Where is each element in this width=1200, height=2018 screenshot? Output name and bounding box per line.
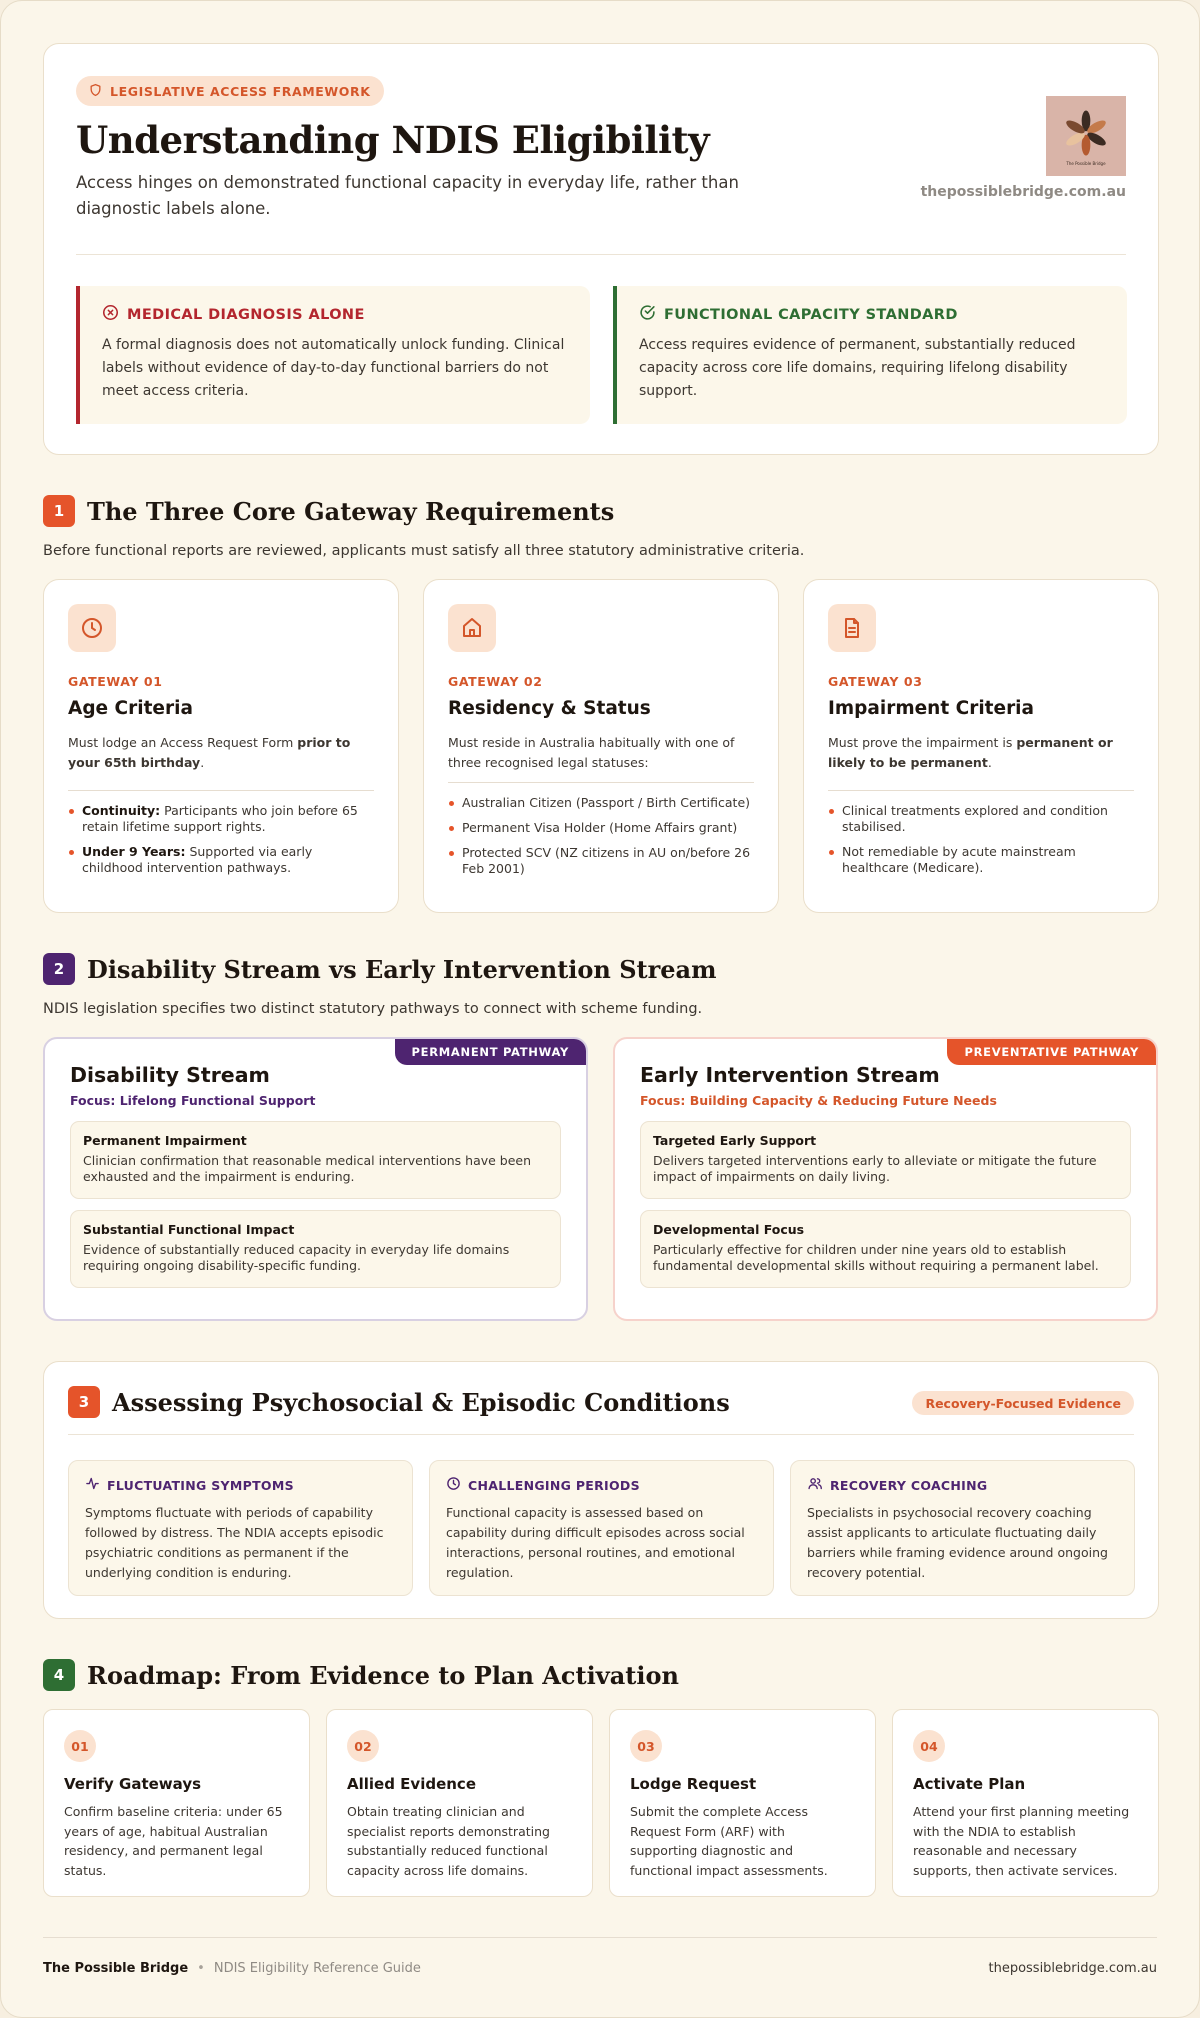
subcard-body: Clinician confirmation that reasonable medical interventions have been exhausted and the impairment is enduring. <box>83 1153 532 1184</box>
psy-card-body: Symptoms fluctuate with periods of capability followed by distress. The NDIA accepts episodic psychiatric conditions as permanent if the underlying condition is enduring. <box>85 1505 384 1580</box>
list-item: Australian Citizen (Passport / Birth Certificate) <box>448 795 754 811</box>
gateway-description: Must prove the impairment is permanent or likely to be permanent. <box>828 735 1113 770</box>
psy-card-body: Functional capacity is assessed based on capability during difficult episodes across social interactions, personal routines, and emotional regulation. <box>446 1505 745 1580</box>
list-item: Continuity: Participants who join before 65 retain lifetime support rights. <box>68 803 374 835</box>
section-divider <box>68 1434 1134 1435</box>
step-title: Lodge Request <box>630 1775 757 1793</box>
footer-site-link[interactable]: thepossiblebridge.com.au <box>988 1961 1157 1976</box>
stream-subcard <box>70 1210 561 1288</box>
subcard-title: Permanent Impairment <box>83 1133 247 1148</box>
gateway-title: Impairment Criteria <box>828 698 1035 719</box>
gateway-label: GATEWAY 02 <box>448 674 543 689</box>
list-item: Clinical treatments explored and condition stabilised. <box>828 803 1134 835</box>
step-number: 01 <box>64 1730 96 1762</box>
check-circle-icon <box>639 304 656 325</box>
gateway-label: GATEWAY 01 <box>68 674 163 689</box>
section-number: 2 <box>43 953 75 985</box>
section-4-heading <box>43 1659 679 1691</box>
footer-guide: NDIS Eligibility Reference Guide <box>213 1961 421 1976</box>
section-number: 1 <box>43 495 75 527</box>
step-title: Activate Plan <box>913 1775 1026 1793</box>
users-icon <box>807 1476 823 1494</box>
flower-logo-icon <box>1060 107 1112 159</box>
section-title: Disability Stream vs Early Intervention Stream <box>87 954 717 984</box>
section-number: 4 <box>43 1659 75 1691</box>
roadmap-step-3 <box>609 1709 876 1897</box>
psy-card-challenging <box>429 1460 774 1596</box>
site-url[interactable]: thepossiblebridge.com.au <box>920 184 1126 200</box>
stream-subcard <box>70 1121 561 1199</box>
clock-icon <box>446 1476 461 1494</box>
gateway-card-impairment <box>803 579 1159 913</box>
section-title: Roadmap: From Evidence to Plan Activation <box>87 1660 679 1690</box>
gateway-label: GATEWAY 03 <box>828 674 923 689</box>
section-2-heading <box>43 953 717 985</box>
step-title: Allied Evidence <box>347 1775 476 1793</box>
section-3-heading <box>68 1386 730 1418</box>
psy-card-recovery <box>790 1460 1135 1596</box>
logo-caption: The Possible Bridge <box>1066 160 1106 166</box>
step-number: 04 <box>913 1730 945 1762</box>
gateway-description: Must reside in Australia habitually with one of three recognised legal statuses: <box>448 735 735 770</box>
badge-label: LEGISLATIVE ACCESS FRAMEWORK <box>110 83 371 99</box>
page-title: Understanding NDIS Eligibility <box>76 118 710 162</box>
section-2-description: NDIS legislation specifies two distinct statutory pathways to connect with scheme funding. <box>43 1001 703 1017</box>
hero-divider <box>76 254 1126 255</box>
step-number: 03 <box>630 1730 662 1762</box>
roadmap-step-1 <box>43 1709 310 1897</box>
step-body: Attend your first planning meeting with the NDIA to establish reasonable and necessary supports, then activate services. <box>913 1804 1130 1878</box>
step-title: Verify Gateways <box>64 1775 202 1793</box>
gateway-list <box>68 803 374 876</box>
section-title: The Three Core Gateway Requirements <box>87 496 615 526</box>
gateway-description: Must lodge an Access Request Form prior to your 65th birthday. <box>68 735 351 770</box>
gateway-title: Residency & Status <box>448 698 651 719</box>
list-item: Not remediable by acute mainstream healthcare (Medicare). <box>828 844 1134 876</box>
step-body: Submit the complete Access Request Form (ARF) with supporting diagnostic and functional impact assessments. <box>630 1804 828 1878</box>
step-body: Obtain treating clinician and specialist reports demonstrating substantially reduced functional capacity across life domains. <box>347 1804 550 1878</box>
stream-subcard <box>640 1210 1131 1288</box>
callout-body: A formal diagnosis does not automatically unlock funding. Clinical labels without evidence of day-to-day functional barriers do not meet access criteria. <box>102 337 565 399</box>
subcard-title: Substantial Functional Impact <box>83 1222 295 1237</box>
subcard-title: Targeted Early Support <box>653 1133 817 1148</box>
roadmap-step-2 <box>326 1709 593 1897</box>
stream-focus: Focus: Lifelong Functional Support <box>70 1093 316 1108</box>
pathway-ribbon: PERMANENT PATHWAY <box>395 1039 586 1065</box>
footer-separator: • <box>197 1961 205 1976</box>
roadmap-step-4 <box>892 1709 1159 1897</box>
page-subtitle: Access hinges on demonstrated functional capacity in everyday life, rather than diagnostic labels alone. <box>76 173 739 218</box>
gateway-divider <box>68 790 374 791</box>
home-icon <box>448 604 496 652</box>
footer-brand: The Possible Bridge <box>43 1961 189 1976</box>
psy-card-title: FLUCTUATING SYMPTOMS <box>107 1477 294 1493</box>
footer-divider <box>43 1937 1157 1938</box>
stream-subcard <box>640 1121 1131 1199</box>
psychosocial-section <box>43 1361 1159 1619</box>
psy-card-body: Specialists in psychosocial recovery coaching assist applicants to articulate fluctuating daily barriers while framing evidence around ongoing recovery potential. <box>807 1505 1108 1580</box>
document-icon <box>828 604 876 652</box>
section-number: 3 <box>68 1386 100 1418</box>
step-number: 02 <box>347 1730 379 1762</box>
subcard-body: Particularly effective for children under nine years old to establish fundamental developmental skills without requiring a permanent label. <box>653 1242 1099 1273</box>
gateway-card-residency <box>423 579 779 913</box>
activity-icon <box>85 1476 100 1494</box>
list-item: Protected SCV (NZ citizens in AU on/before 26 Feb 2001) <box>448 845 754 877</box>
disability-stream-card <box>43 1037 588 1321</box>
section-title: Assessing Psychosocial & Episodic Conditions <box>112 1387 730 1417</box>
psy-card-fluctuating <box>68 1460 413 1596</box>
psy-card-title: CHALLENGING PERIODS <box>468 1477 640 1493</box>
section-1-heading <box>43 495 614 527</box>
framework-badge <box>76 76 384 106</box>
stream-focus: Focus: Building Capacity & Reducing Future Needs <box>640 1093 997 1108</box>
shield-icon <box>89 83 102 100</box>
callout-body: Access requires evidence of permanent, substantially reduced capacity across core life domains, requiring lifelong disability support. <box>639 337 1076 399</box>
hero-card <box>43 43 1159 455</box>
list-item: Under 9 Years: Supported via early childhood intervention pathways. <box>68 844 374 876</box>
x-circle-icon <box>102 304 119 325</box>
footer-left <box>43 1961 421 1976</box>
gateway-divider <box>828 790 1134 791</box>
pathway-ribbon: PREVENTATIVE PATHWAY <box>947 1039 1156 1065</box>
callout-title: MEDICAL DIAGNOSIS ALONE <box>127 306 365 323</box>
brand-logo <box>1046 96 1126 176</box>
subcard-title: Developmental Focus <box>653 1222 805 1237</box>
gateway-title: Age Criteria <box>68 698 193 719</box>
callout-diagnosis <box>76 286 590 424</box>
clock-icon <box>68 604 116 652</box>
callout-functional <box>613 286 1127 424</box>
section-1-description: Before functional reports are reviewed, applicants must satisfy all three statutory administrative criteria. <box>43 543 805 559</box>
gateway-list <box>448 795 754 877</box>
gateway-list <box>828 803 1134 876</box>
gateway-card-age <box>43 579 399 913</box>
psy-card-title: RECOVERY COACHING <box>830 1477 988 1493</box>
stream-title: Early Intervention Stream <box>640 1063 940 1087</box>
stream-title: Disability Stream <box>70 1063 270 1087</box>
subcard-body: Evidence of substantially reduced capacity in everyday life domains requiring ongoing disability-specific funding. <box>83 1242 510 1273</box>
list-item: Permanent Visa Holder (Home Affairs grant) <box>448 820 754 836</box>
callout-title: FUNCTIONAL CAPACITY STANDARD <box>664 306 958 323</box>
evidence-pill: Recovery-Focused Evidence <box>912 1391 1134 1415</box>
subcard-body: Delivers targeted interventions early to alleviate or mitigate the future impact of impairments on daily living. <box>653 1153 1097 1184</box>
gateway-divider <box>448 782 754 783</box>
early-intervention-stream-card <box>613 1037 1158 1321</box>
step-body: Confirm baseline criteria: under 65 years of age, habitual Australian residency, and permanent legal status. <box>64 1804 283 1878</box>
